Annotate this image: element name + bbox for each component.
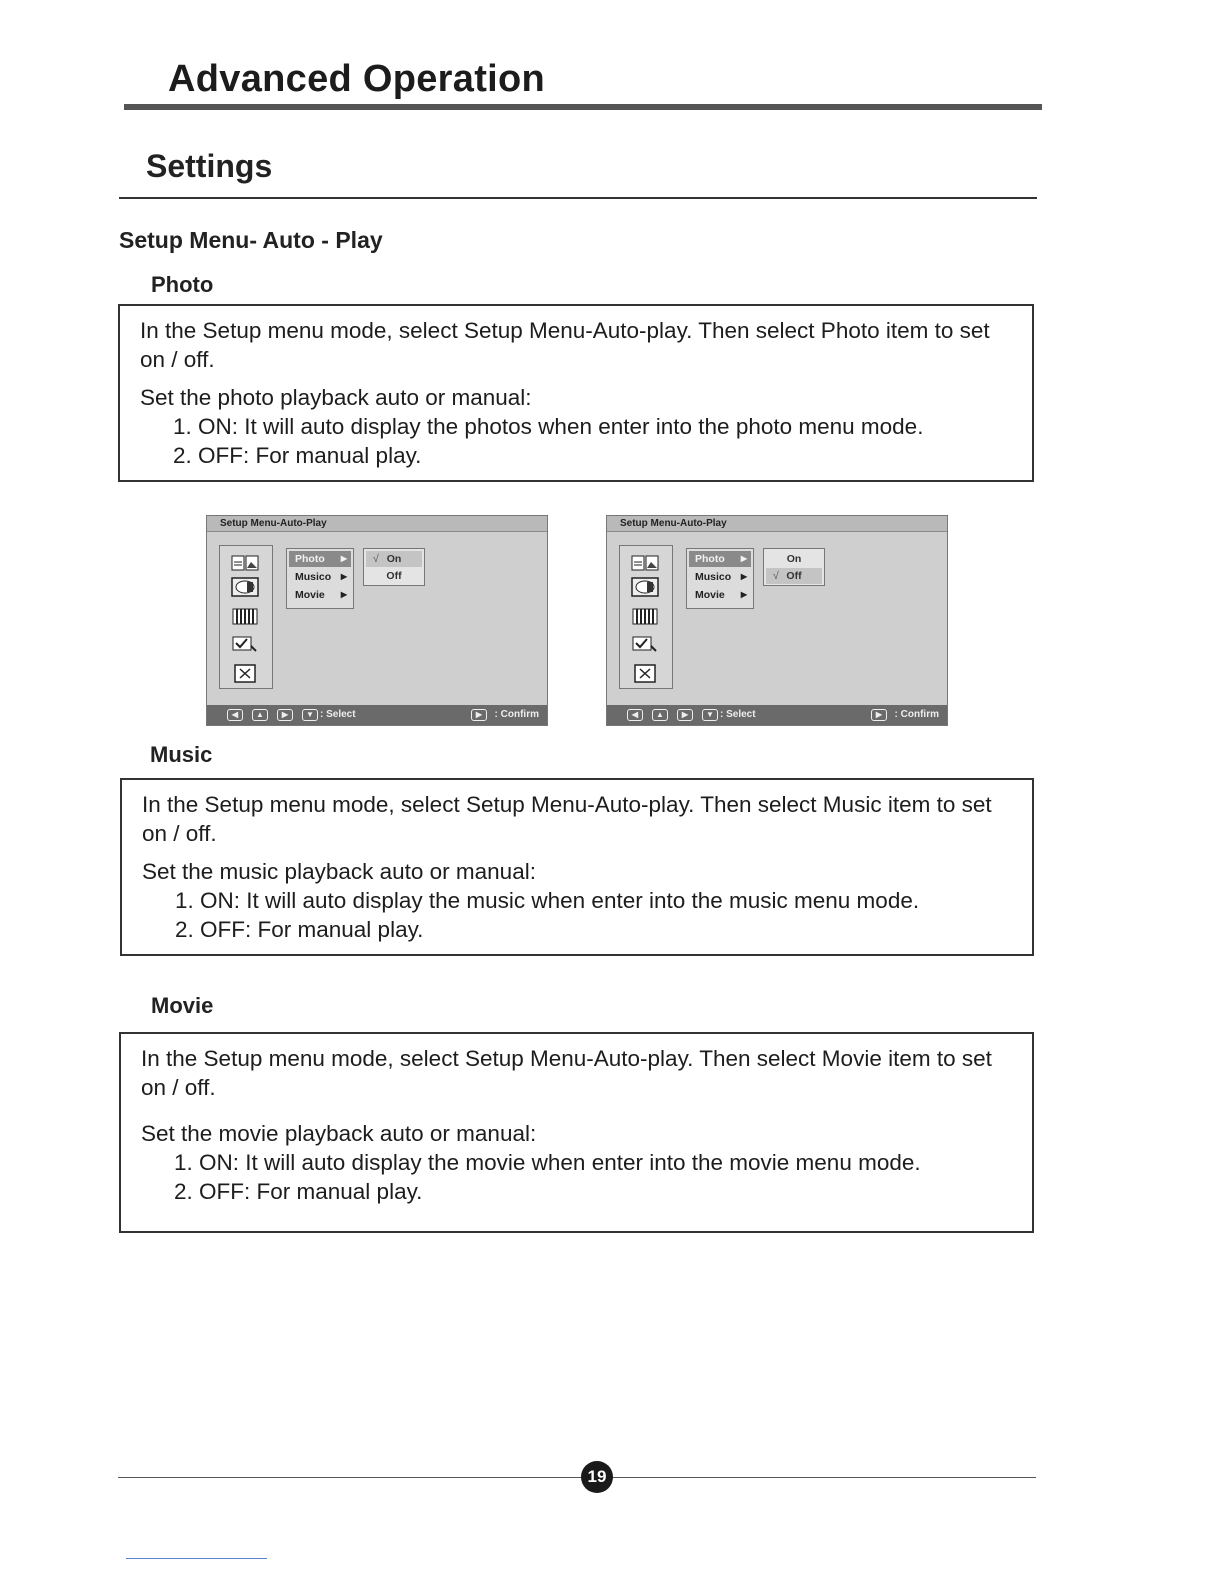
footer-select-label: : Select [720, 709, 756, 720]
screen-title: Setup Menu-Auto-Play [207, 516, 547, 532]
menu-item-music[interactable]: Musico ▶ [295, 571, 347, 583]
photo-intro: In the Setup menu mode, select Setup Menu-Auto-play. Then select Photo item to set on / off. [140, 318, 990, 372]
exit-icon [631, 664, 659, 684]
icon-panel [219, 545, 273, 689]
menu-item-music[interactable]: Musico ▶ [695, 571, 747, 583]
settings-check-icon [231, 634, 259, 654]
movie-heading: Movie [151, 993, 214, 1018]
movie-item-off: 2. OFF: For manual play. [174, 1179, 423, 1204]
photo-heading: Photo [151, 272, 214, 297]
photo-item-off: 2. OFF: For manual play. [173, 443, 422, 468]
music-item-on: 1. ON: It will auto display the music when enter into the music menu mode. [175, 888, 920, 913]
subsection-heading: Setup Menu- Auto - Play [119, 227, 383, 253]
up-button-icon: ▲ [652, 709, 668, 721]
photo-item-on: 1. ON: It will auto display the photos when enter into the photo menu mode. [173, 414, 924, 439]
photo-setline: Set the photo playback auto or manual: [140, 385, 532, 410]
enter-button-icon: ▶ [471, 709, 487, 721]
video-icon [231, 606, 259, 626]
page-title: Advanced Operation [168, 58, 546, 100]
option-off[interactable]: √ Off [766, 568, 822, 584]
screen-footer [607, 705, 947, 725]
menu-item-photo[interactable]: Photo ▶ [289, 551, 351, 567]
music-intro: In the Setup menu mode, select Setup Menu-Auto-play. Then select Music item to set on / off. [142, 792, 992, 846]
option-off[interactable]: Off [386, 570, 402, 582]
enter-button-icon: ▶ [871, 709, 887, 721]
footer-confirm-label: : Confirm [494, 709, 539, 720]
left-button-icon: ◀ [227, 709, 243, 721]
option-on[interactable]: On [786, 553, 802, 565]
screen-right [606, 515, 948, 726]
up-button-icon: ▲ [252, 709, 268, 721]
footer-divider [118, 1477, 1036, 1478]
option-list [763, 548, 825, 586]
option-on[interactable]: √ On [366, 551, 422, 567]
exit-icon [231, 664, 259, 684]
video-icon [631, 606, 659, 626]
music-item-off: 2. OFF: For manual play. [175, 917, 424, 942]
page-number: 19 [581, 1461, 613, 1493]
movie-intro: In the Setup menu mode, select Setup Menu-Auto-play. Then select Movie item to set on / off. [141, 1046, 992, 1100]
menu-item-movie[interactable]: Movie ▶ [695, 589, 747, 601]
photo-instructions-box [118, 304, 1034, 482]
menu-item-movie[interactable]: Movie ▶ [295, 589, 347, 601]
right-button-icon: ▶ [277, 709, 293, 721]
movie-item-on: 1. ON: It will auto display the movie when enter into the movie menu mode. [174, 1150, 921, 1175]
photo-icon [631, 553, 659, 573]
down-button-icon: ▼ [702, 709, 718, 721]
menu-item-photo[interactable]: Photo ▶ [689, 551, 751, 567]
movie-setline: Set the movie playback auto or manual: [141, 1121, 537, 1146]
section-title: Settings [146, 148, 273, 184]
icon-panel [619, 545, 673, 689]
title-divider [124, 104, 1042, 110]
music-setline: Set the music playback auto or manual: [142, 859, 536, 884]
menu-list [686, 548, 754, 609]
right-button-icon: ▶ [677, 709, 693, 721]
footer-confirm-label: : Confirm [894, 709, 939, 720]
autoplay-icon [631, 577, 659, 597]
photo-icon [231, 553, 259, 573]
left-button-icon: ◀ [627, 709, 643, 721]
footer-select-label: : Select [320, 709, 356, 720]
music-heading: Music [150, 742, 213, 767]
menu-list [286, 548, 354, 609]
settings-check-icon [631, 634, 659, 654]
music-instructions-box [120, 778, 1034, 956]
screen-title: Setup Menu-Auto-Play [607, 516, 947, 532]
section-divider [119, 197, 1037, 199]
autoplay-icon [231, 577, 259, 597]
decorative-line [126, 1558, 267, 1559]
screen-left [206, 515, 548, 726]
movie-instructions-box [119, 1032, 1034, 1233]
option-list [363, 548, 425, 586]
screen-footer [207, 705, 547, 725]
down-button-icon: ▼ [302, 709, 318, 721]
